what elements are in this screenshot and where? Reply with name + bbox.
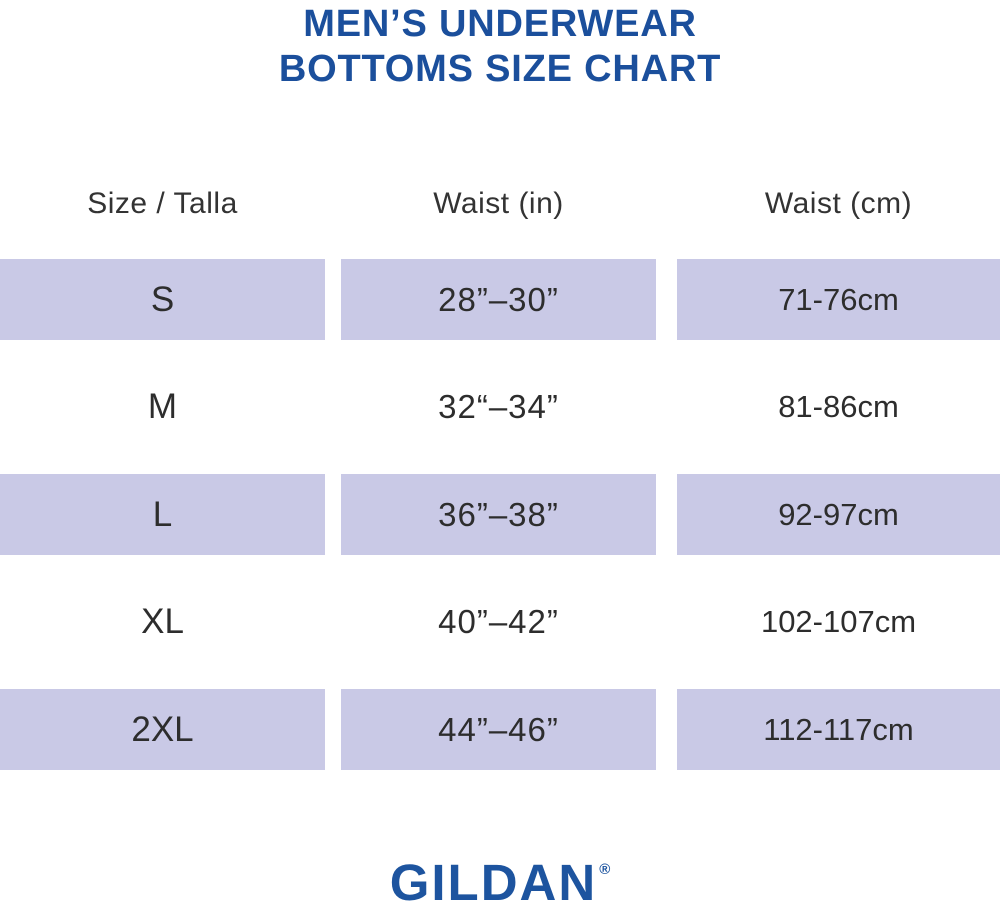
size-value: M: [147, 386, 178, 426]
column-gap: [656, 689, 677, 770]
waist-in-value: 32“–34”: [438, 387, 559, 425]
header-size: Size / Talla: [87, 187, 238, 220]
table-row: [0, 689, 1000, 770]
table-row: [0, 366, 1000, 447]
table-row: [0, 259, 1000, 340]
waist-cm-value: 92-97cm: [677, 474, 1000, 555]
page-title-line1: MEN’S UNDERWEAR: [303, 3, 697, 45]
gildan-logo-text: GILDAN: [389, 854, 598, 911]
gildan-logo: [0, 843, 1000, 910]
waist-cm-value: 112-117cm: [677, 689, 1000, 770]
page-title: [0, 2, 1000, 92]
column-gap: [325, 366, 341, 447]
size-value: S: [0, 259, 325, 340]
column-gap: [325, 180, 341, 228]
size-value: 2XL: [0, 689, 325, 770]
header-waist-in: Waist (in): [433, 187, 564, 220]
waist-cm-value: 102-107cm: [760, 603, 917, 639]
waist-in-value: 40”–42”: [438, 602, 559, 640]
registered-trademark-icon: ®: [599, 861, 611, 878]
column-gap: [656, 366, 677, 447]
column-gap: [325, 689, 341, 770]
size-value: XL: [141, 601, 184, 641]
waist-cm-value: 81-86cm: [778, 388, 899, 424]
column-gap: [656, 180, 677, 228]
column-gap: [325, 259, 341, 340]
waist-in-value: 36”–38”: [341, 474, 656, 555]
size-value: L: [0, 474, 325, 555]
waist-cm-value: 71-76cm: [677, 259, 1000, 340]
column-gap: [325, 474, 341, 555]
waist-in-value: 44”–46”: [341, 689, 656, 770]
page-title-line2: BOTTOMS SIZE CHART: [278, 48, 722, 90]
column-gap: [656, 259, 677, 340]
table-row: [0, 474, 1000, 555]
column-gap: [656, 581, 677, 662]
column-gap: [325, 581, 341, 662]
column-gap: [656, 474, 677, 555]
table-header-row: [0, 180, 1000, 228]
table-row: [0, 581, 1000, 662]
waist-in-value: 28”–30”: [341, 259, 656, 340]
header-waist-cm: Waist (cm): [764, 187, 913, 220]
